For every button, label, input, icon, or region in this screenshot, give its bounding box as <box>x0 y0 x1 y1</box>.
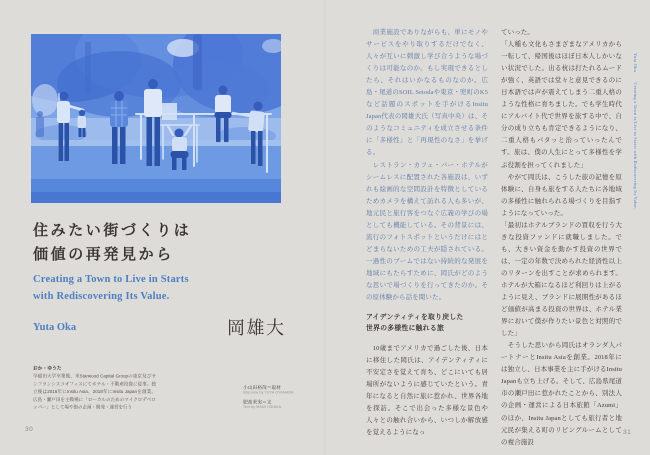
running-header-title: Creating a Town to Live in Starts with Rediscovering Its Value. <box>633 82 638 210</box>
section-heading-line2: 世界の多様性に触れる旅 <box>366 325 445 333</box>
page-gutter <box>324 0 326 455</box>
credit-text-jp: 肥髙茉実＝文 <box>243 399 272 405</box>
author-bio-name: おか・ゆうた <box>33 365 62 371</box>
credit-text <box>243 400 333 410</box>
credit-text-en: Text by MAMI HIDAKA <box>243 405 282 409</box>
article-subtitle-line2: with Rediscovering Its Value. <box>33 290 170 302</box>
running-header-author: Yuta Oka <box>633 53 638 73</box>
running-header-vertical <box>633 53 638 231</box>
credit-interview <box>243 385 333 395</box>
credit-interview-en: Interview by YUYA OYAMADA <box>243 391 294 395</box>
section-heading <box>366 312 488 334</box>
author-name-jp: 岡雄大 <box>227 318 286 338</box>
page-number-left: 30 <box>25 426 34 433</box>
page-number-right: 31 <box>623 429 632 436</box>
credits <box>243 385 333 414</box>
author-name-en: Yuta Oka <box>33 322 77 333</box>
body-paragraph-1: 10歳までアメリカで過ごした後、日本に移住した岡氏は、アイデンティティに不安定さを覚えて育ち、どこにいても居場所がないように感じていたという。青年になると自然に旅に惹かれ、世界各地を探訪。そこで出会った多様な景色や人々との触れ合いから、いつしか解放感を覚えるようになっ <box>366 345 488 437</box>
text-column-1 <box>366 27 488 439</box>
body-paragraph-6: そうした思いから岡氏はオランダ人パートナーとInsitu Asiaを創業。2018年には独立し、日本事業を主に手がけるInsitu Japanも立ち上げる。そして、広島県尾道市の瀬戸田に惹かれたことから、別法人の企画・運営による日本旅館「Azumi」のほか、Insitu Japanとしても旅行者と地元民が集える町のリビングルームとしての複合施設 <box>501 342 623 446</box>
lead-paragraph-1: 商業施設でありながらも、単にモノやサービスをやり取りするだけでなく、人々が互いに刺激し学び合うような場づくりは可能なのか。もし実現できるとしたら、それはいかなるものなのか。広島・尾道のSOIL Setodaや東京・兜町のK5など話題のスポットを手がけるInsitu Japan代表の岡雄大氏（写真中央）は、そのようなコミュニティを成立させる条件に「多様性」と「再現性のなさ」を挙げる。 <box>366 29 488 157</box>
park-photo <box>31 34 281 203</box>
article-subtitle-en <box>33 272 189 305</box>
lead-paragraph-2: レストラン・カフェ・バー・ホテルがシームレスに配置された各施設は、いずれも絵画的な空間設計を特徴としているためカメラを構えて訪れる人も多いが、地元民と旅行客をつなぐ広義の学びの場としても機能している。その背景には、流行のフォトスポットというだけにはとどまらないための工夫が隠されている。一過性のブームではない持続的な発展を地域にもたらすために、岡氏がどのような思いで場づくりを行ってきたのか。その原体験から話を聞いた。 <box>366 161 488 302</box>
article-title-line1: 住みたい街づくりは <box>33 223 192 239</box>
body-paragraph-4: やがて岡氏は、こうした旅の記憶を原体験に、自身も旅をする人たちに各地域の多様性に触れられる場づくりを目指すようになっていった。 <box>501 173 622 217</box>
park-photo-illustration <box>31 34 281 203</box>
article-title-line2: 価値の再発見から <box>33 246 174 263</box>
author-bio-text: 早稲田大学卒業後、米Starwood Capital Groupの東京及びサンフランシスコオフィスにてホテル・不動産投資に従事。独立後は2016年にInsitu Asia、2018年にInsitu Japanを創業。広島・瀬戸田を主戦場に「ローカルのためのマイクロデベロッパー」として場や街の企画・開発・運営を行う <box>33 373 156 410</box>
body-paragraph-2: ていった。 <box>501 29 534 36</box>
author-bio <box>33 364 156 411</box>
body-paragraph-3: 「人種も文化もさまざまなアメリカから一転して、帰国後はほぼ日本人しかいない状況でした。出る杭は打たれるムードが強く、英語では堂々と意見できるのに日本語では声が震えてしまう二重人格のような性格に育ちました。でも学生時代にアルバイト代で世界を旅する中で、自分の成り立ちも肯定できるようになり、二重人格もパタッと治っていったんです。旅は、僕の人生にとって多様性を学ぶ役割を担ってくれました」 <box>501 41 622 169</box>
credit-interview-jp: 小山田裕哉＝取材 <box>243 385 282 391</box>
article-subtitle-line1: Creating a Town to Live in Starts <box>33 274 189 285</box>
body-paragraph-5: 「最初はホテルブランドの買収を行う大きな投資ファンドに就職しました。でも、大きい資金を動かす投資の世界では、一定の年数で決められた経済性以上のリターンを出すことが求められます。ホテルが大箱になるほど利回りは上がるように見え、ブランドに展開性があるほど価値が高まる投資の世界は、ホテル業界において僕が作りたい景色と対照的でした」 <box>501 221 622 338</box>
article-title <box>33 220 191 267</box>
text-column-2 <box>501 27 622 449</box>
section-heading-line1: アイデンティティを取り戻した <box>366 314 464 322</box>
